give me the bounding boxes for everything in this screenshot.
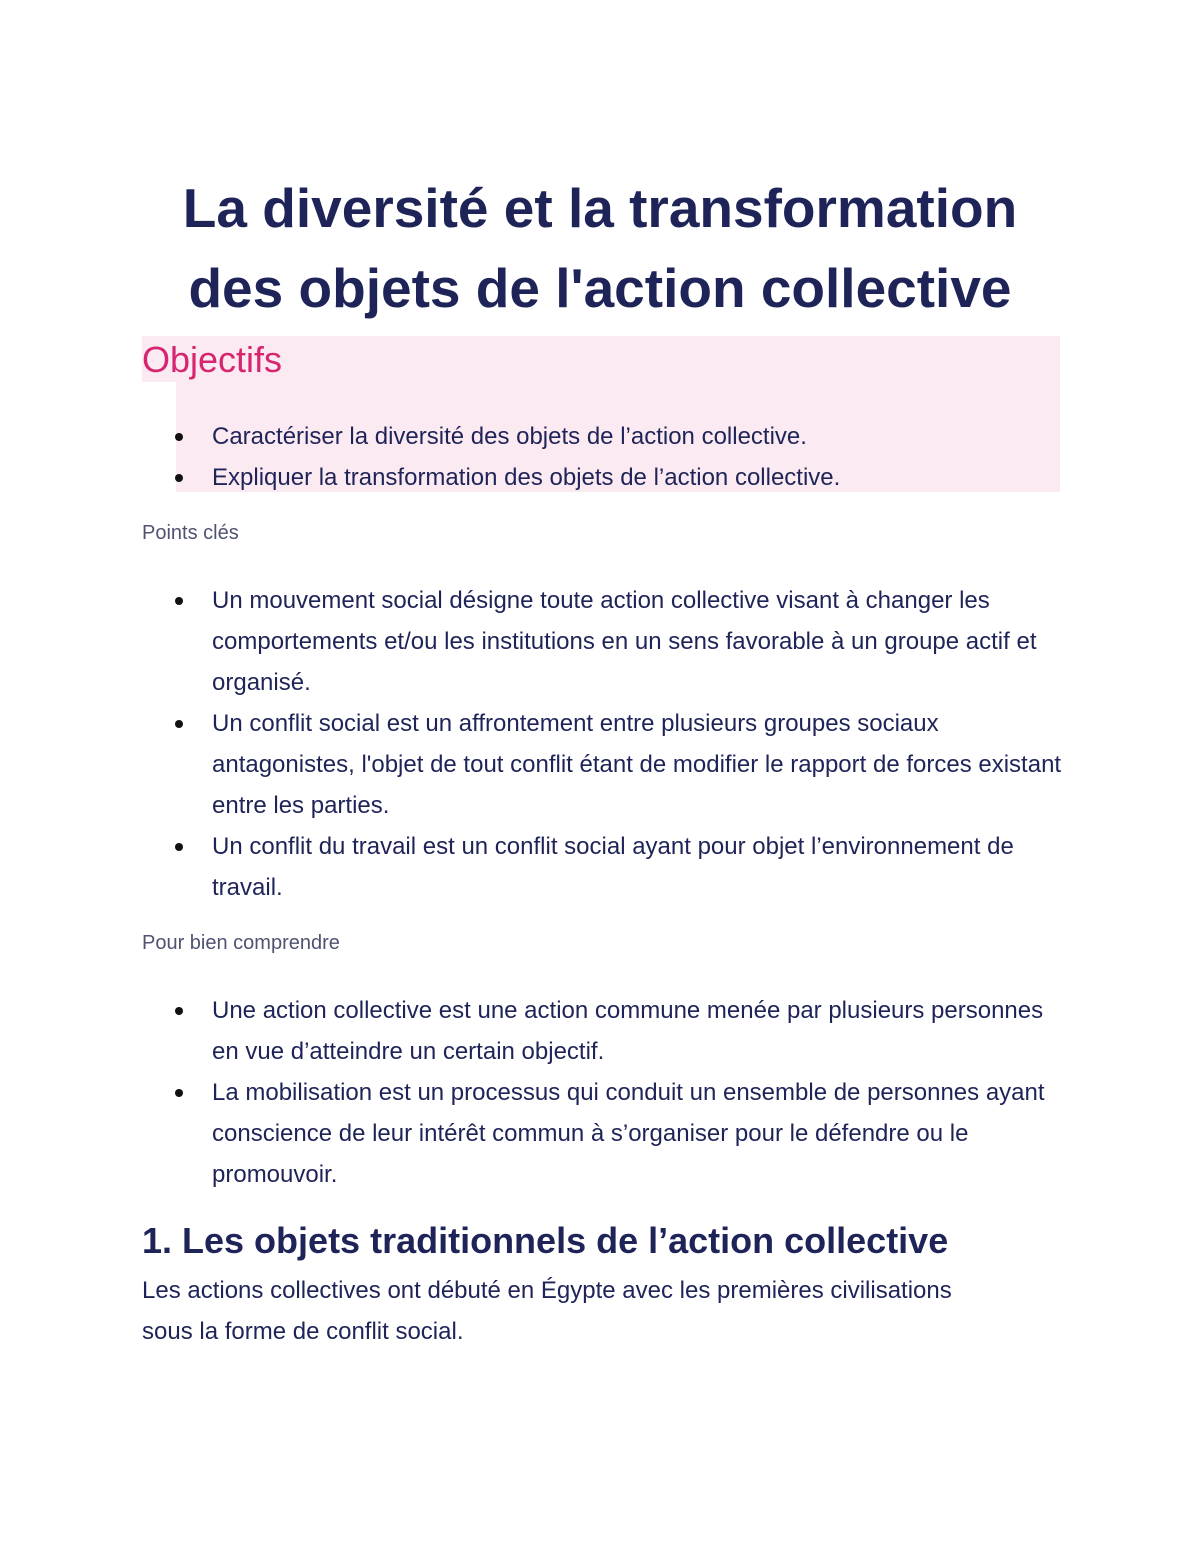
list-item: La mobilisation est un processus qui conduit un ensemble de personnes ayant conscience de leur intérêt commun à s’organiser pour le défendre ou le promouvoir. <box>212 1072 1072 1195</box>
list-item: Expliquer la transformation des objets de l’action collective. <box>212 457 1072 498</box>
bullet-icon <box>175 1089 183 1097</box>
bullet-icon <box>175 597 183 605</box>
page-title <box>100 168 1100 328</box>
list-item: Un conflit du travail est un conflit social ayant pour objet l’environnement de travail. <box>212 826 1072 908</box>
list-item: Un conflit social est un affrontement entre plusieurs groupes sociaux antagonistes, l'objet de tout conflit étant de modifier le rapport de forces existant entre les parties. <box>212 703 1072 826</box>
list-item: Une action collective est une action commune menée par plusieurs personnes en vue d’atteindre un certain objectif. <box>212 990 1072 1072</box>
understand-list <box>212 990 1072 1195</box>
bullet-icon <box>175 474 183 482</box>
key-points-label: Points clés <box>142 522 239 544</box>
section-paragraph: Les actions collectives ont débuté en Égypte avec les premières civilisations sous la forme de conflit social. <box>142 1277 952 1345</box>
title-line-1: La diversité et la transformation <box>182 177 1018 239</box>
objectives-list <box>212 416 1072 498</box>
section-heading: 1. Les objets traditionnels de l’action collective <box>142 1220 949 1261</box>
list-item: Un mouvement social désigne toute action collective visant à changer les comportements et/ou les institutions en un sens favorable à un groupe actif et organisé. <box>212 580 1072 703</box>
understand-label: Pour bien comprendre <box>142 932 340 954</box>
list-item: Caractériser la diversité des objets de l’action collective. <box>212 416 1072 457</box>
objectives-heading: Objectifs <box>142 339 283 380</box>
key-points-list <box>212 580 1072 908</box>
bullet-icon <box>175 720 183 728</box>
title-line-2: des objets de l'action collective <box>188 257 1012 319</box>
bullet-icon <box>175 843 183 851</box>
bullet-icon <box>175 433 183 441</box>
bullet-icon <box>175 1007 183 1015</box>
